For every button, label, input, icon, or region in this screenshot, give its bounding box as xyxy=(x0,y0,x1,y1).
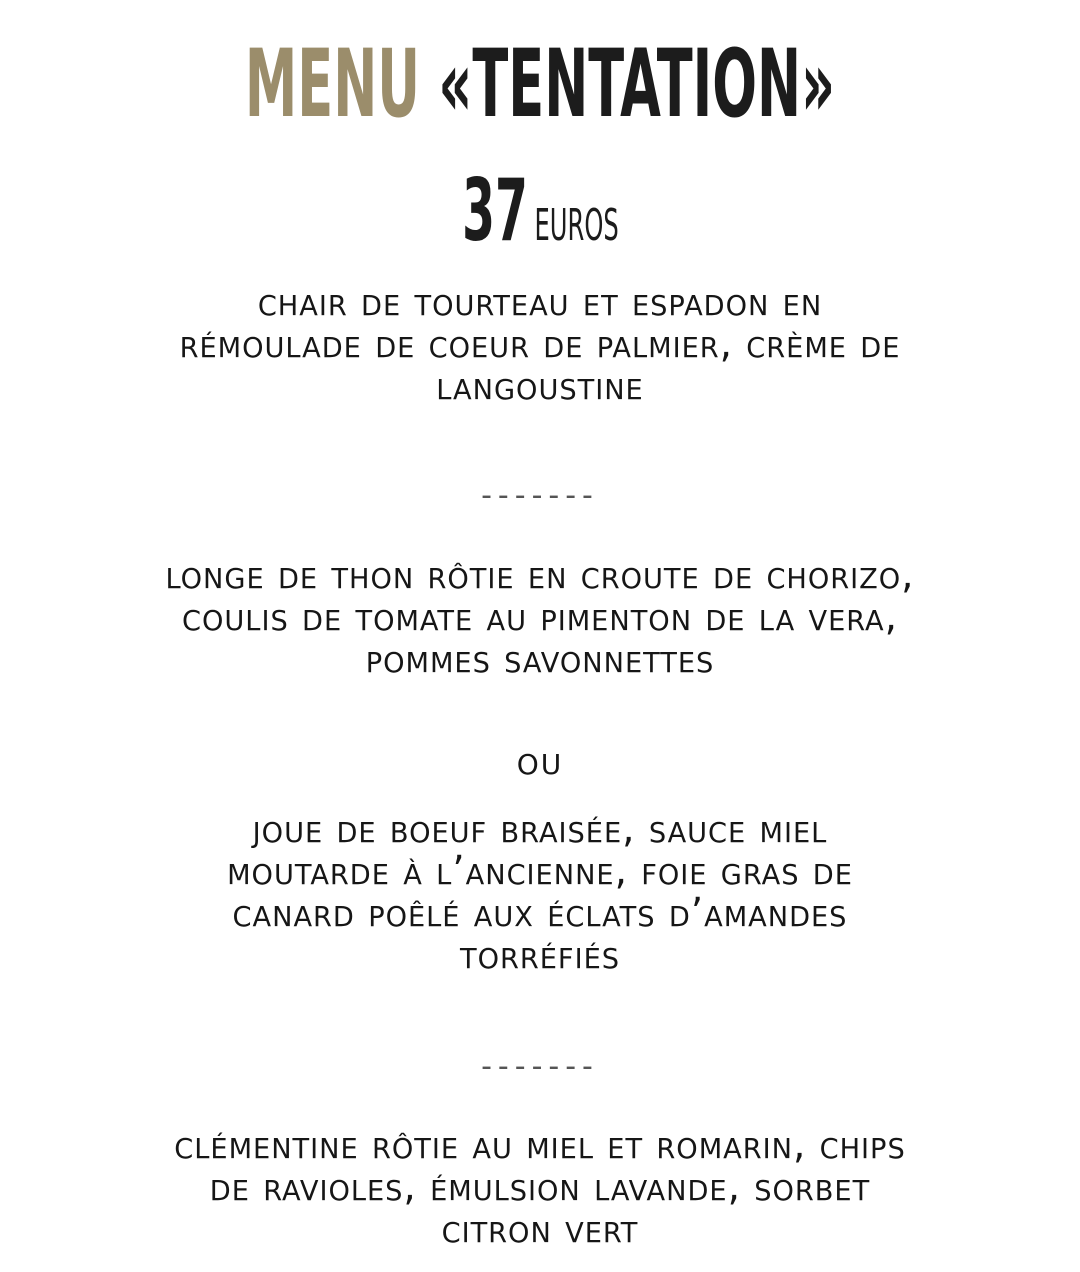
menu-title xyxy=(0,30,1080,140)
course-separator: ------- xyxy=(481,478,599,513)
main-1-line: longe de thon rôtie en croute de chorizo, xyxy=(165,552,915,598)
or-label: ou xyxy=(516,738,564,784)
price-amount: 37 xyxy=(461,161,528,261)
dessert-line: de ravioles, émulsion lavande, sorbet xyxy=(209,1164,871,1210)
starter-line: langoustine xyxy=(436,363,644,409)
main-1-line: pommes savonnettes xyxy=(365,636,715,682)
course-separator: ------- xyxy=(481,1049,599,1084)
starter-line: rémoulade de coeur de palmier, crème de xyxy=(179,321,901,367)
main-1-line: coulis de tomate au pimenton de la vera, xyxy=(182,594,898,640)
price-unit: EUROS xyxy=(534,200,619,251)
menu-word: MENU xyxy=(244,30,421,139)
main-2-line: moutarde à l’ancienne, foie gras de xyxy=(227,848,853,894)
main-2-line: joue de boeuf braisée, sauce miel xyxy=(252,806,828,852)
starter-course xyxy=(0,281,1080,407)
price-wrap xyxy=(462,163,619,259)
menu-title-wrap xyxy=(245,30,835,140)
dessert-course xyxy=(0,1124,1080,1250)
dessert-line: clémentine rôtie au miel et romarin, chips xyxy=(174,1122,906,1168)
menu-name: «TENTATION» xyxy=(438,30,836,139)
main-2-line: canard poêlé aux éclats d’amandes xyxy=(232,890,848,936)
main-2-line: torréfiés xyxy=(459,932,620,978)
main-course-2 xyxy=(0,808,1080,976)
starter-line: chair de tourteau et espadon en xyxy=(257,279,823,325)
menu-price xyxy=(0,163,1080,259)
main-course-1 xyxy=(0,554,1080,680)
dessert-line: citron vert xyxy=(441,1206,639,1252)
